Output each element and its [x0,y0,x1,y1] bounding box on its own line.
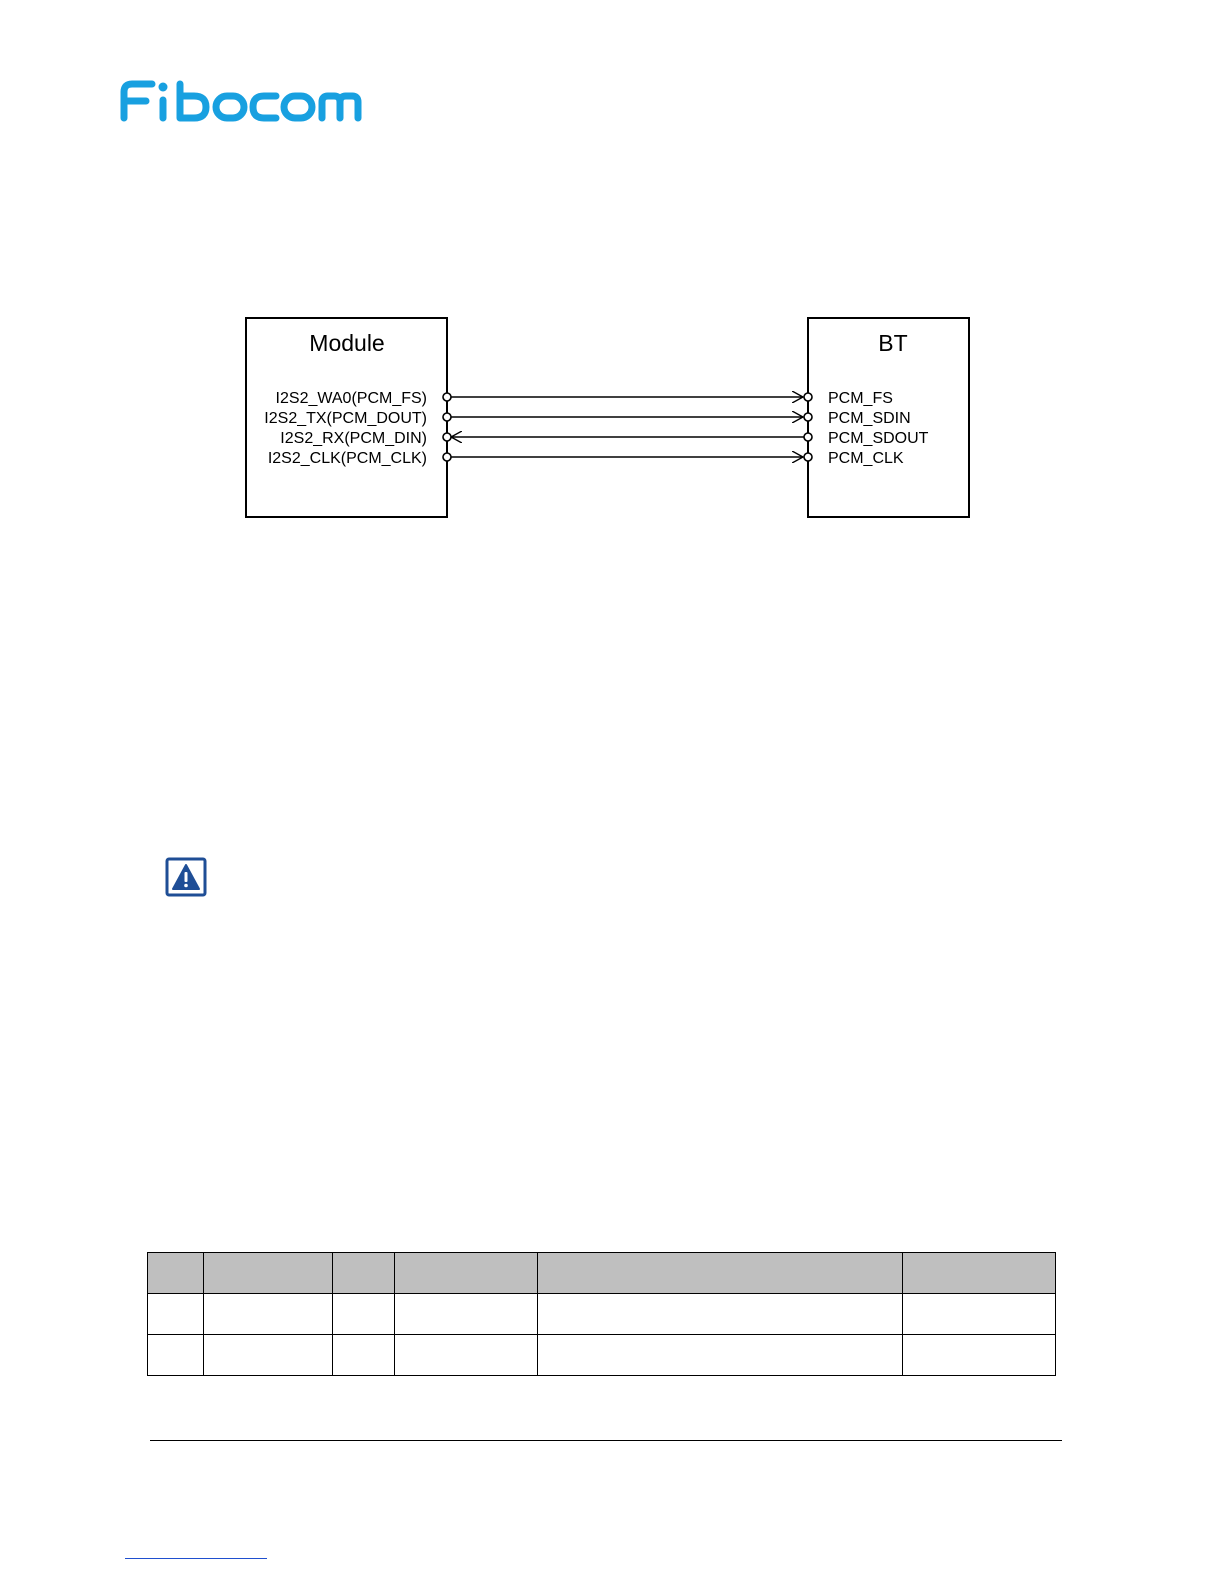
table-cell [903,1294,1056,1335]
table-header-cell [903,1253,1056,1294]
table-cell [538,1294,903,1335]
table-cell [903,1335,1056,1376]
module-pin-fs: I2S2_WA0(PCM_FS) [275,390,427,407]
module-pin-dot [443,413,451,421]
table-cell [333,1335,395,1376]
table-cell [333,1294,395,1335]
module-pin-dot [443,433,451,441]
table-header-row [148,1253,1056,1294]
bt-pin-sdin: PCM_SDIN [828,410,911,427]
module-pin-tx: I2S2_TX(PCM_DOUT) [264,410,427,427]
table-cell [204,1294,333,1335]
module-title: Module [309,330,385,356]
table-cell [538,1335,903,1376]
table-cell [395,1335,538,1376]
bt-title: BT [878,330,908,356]
warning-icon [165,857,207,897]
bt-pin-clk: PCM_CLK [828,450,904,467]
pin-table [147,1252,1056,1376]
table-header-cell [538,1253,903,1294]
bt-pin-sdout: PCM_SDOUT [828,430,929,447]
bt-pin-dot [804,413,812,421]
table-cell [395,1294,538,1335]
table-cell [204,1335,333,1376]
bt-pin-dot [804,433,812,441]
table-header-cell [395,1253,538,1294]
table-row [148,1294,1056,1335]
module-pin-clk: I2S2_CLK(PCM_CLK) [267,450,427,467]
footer-divider [150,1440,1062,1441]
pcm-connection-diagram [240,312,980,524]
table-header-cell [148,1253,204,1294]
footer-link-underline[interactable] [125,1558,267,1559]
table-header-cell [204,1253,333,1294]
bt-pin-fs: PCM_FS [828,390,893,407]
bt-pin-dot [804,393,812,401]
table-cell [148,1335,204,1376]
bt-pin-dot [804,453,812,461]
table-row [148,1335,1056,1376]
table-header-cell [333,1253,395,1294]
fibocom-logo [118,78,368,122]
module-pin-dot [443,393,451,401]
module-pin-dot [443,453,451,461]
module-pin-rx: I2S2_RX(PCM_DIN) [280,430,427,447]
table-cell [148,1294,204,1335]
